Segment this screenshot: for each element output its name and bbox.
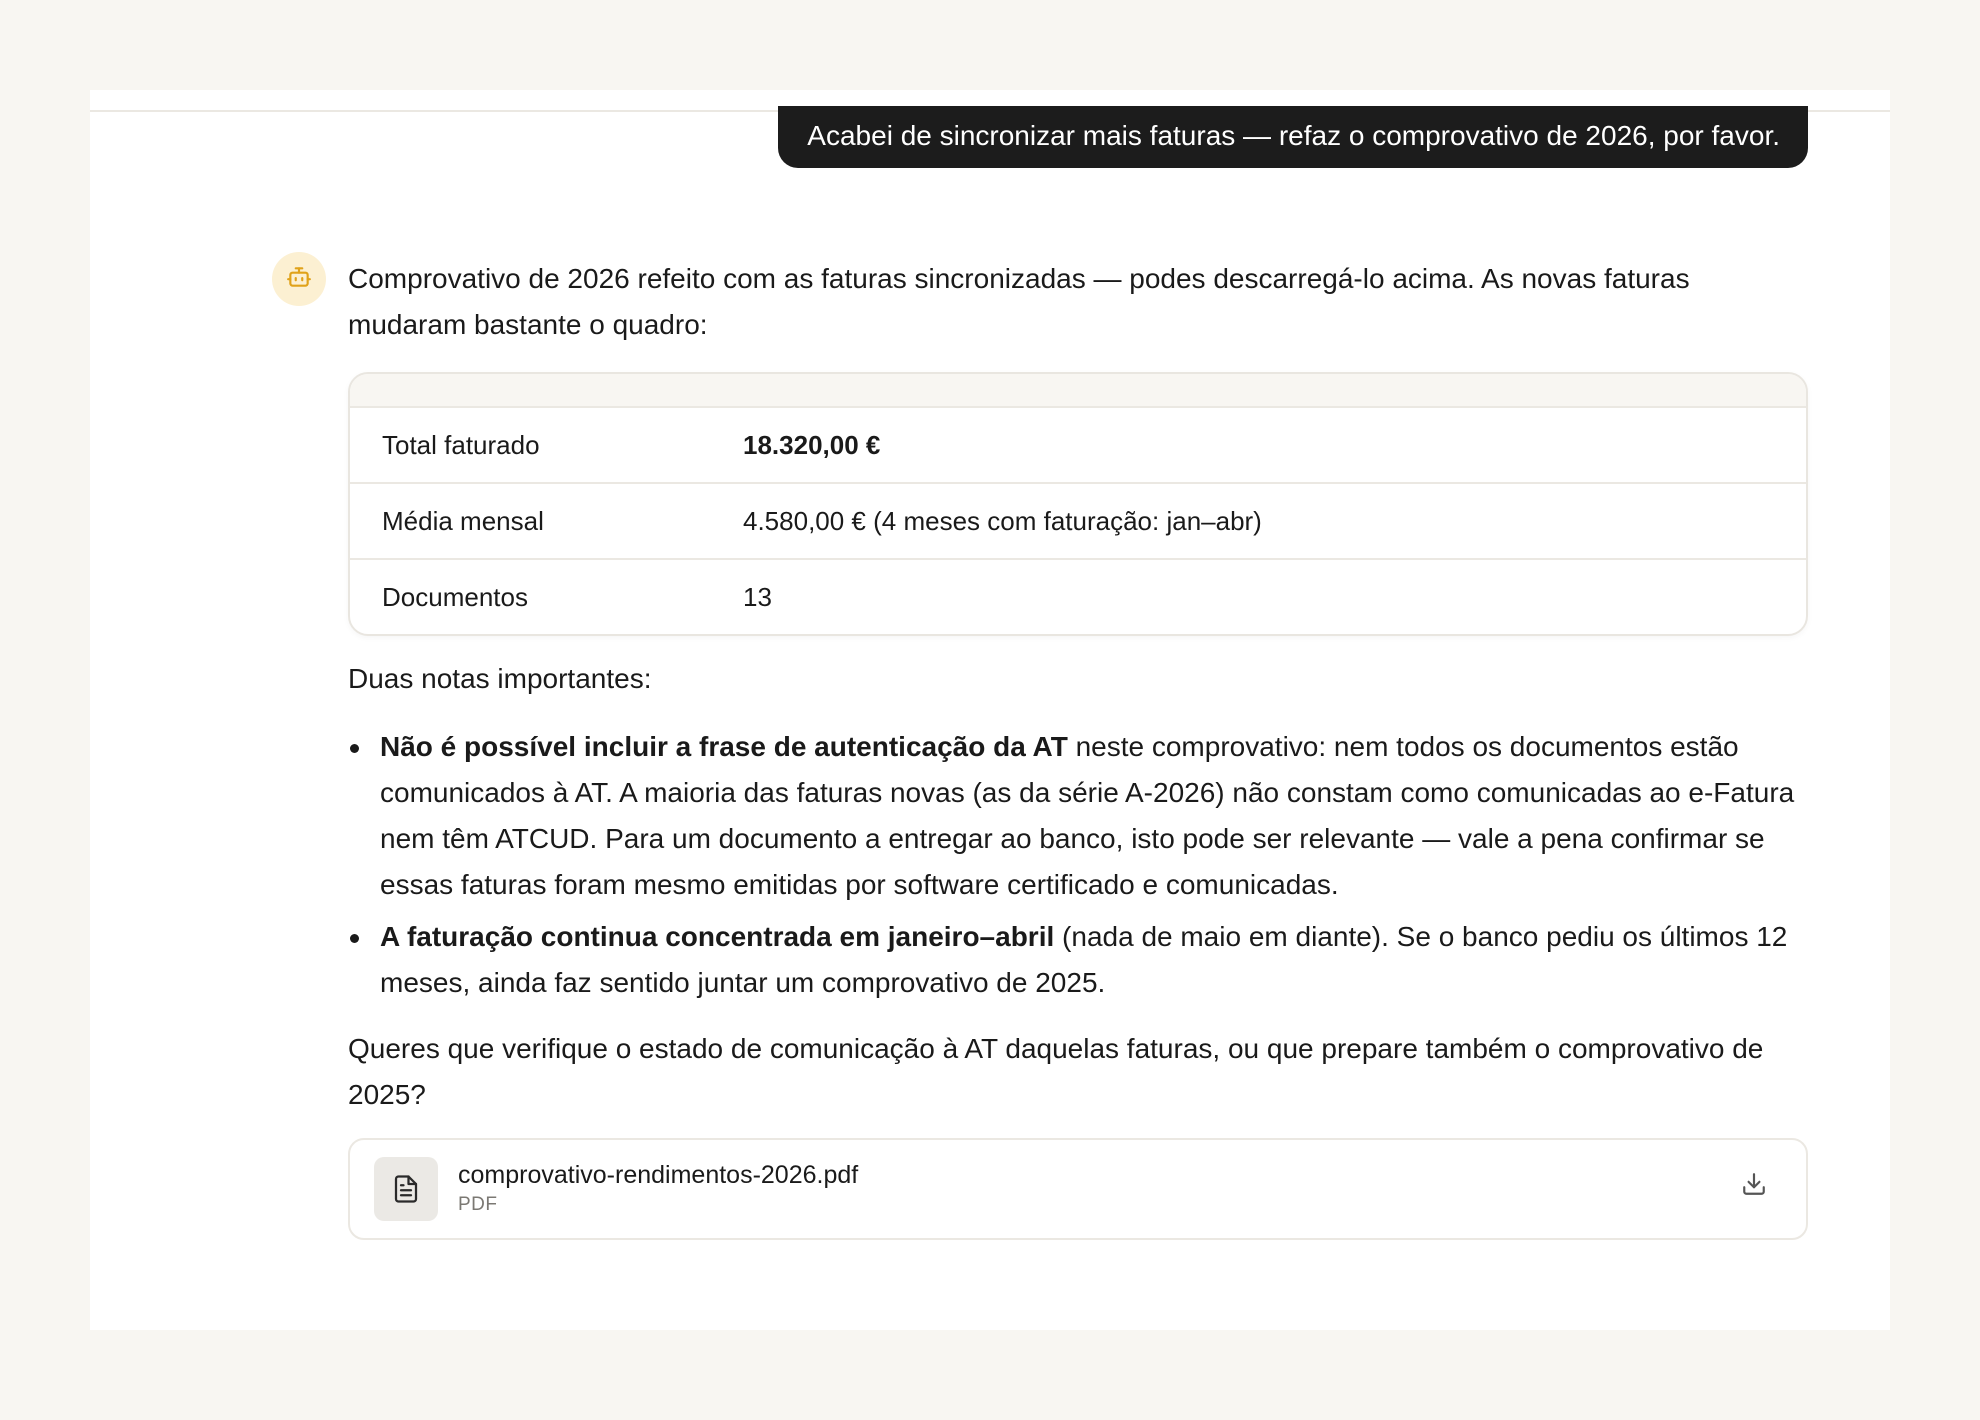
chat-panel (90, 90, 1890, 1330)
table-cell-label: Média mensal (382, 506, 544, 536)
assistant-message (348, 256, 1808, 1240)
list-item (380, 914, 1808, 1006)
file-type: PDF (458, 1194, 498, 1215)
follow-up-question: Queres que verifique o estado de comunicação à AT daquelas faturas, ou que prepare também o comprovativo de 2025? (348, 1033, 1764, 1110)
table-row (350, 484, 1806, 560)
file-meta (458, 1159, 858, 1219)
table-cell-label: Documentos (382, 582, 528, 612)
list-item (380, 724, 1808, 908)
robot-icon (286, 264, 312, 295)
notes-intro: Duas notas importantes: (348, 663, 652, 694)
summary-table (348, 372, 1808, 636)
note-bold-text: A faturação continua concentrada em janeiro–abril (380, 921, 1055, 952)
user-message-bubble: Acabei de sincronizar mais faturas — refaz o comprovativo de 2026, por favor. (778, 106, 1808, 168)
table-header (350, 374, 1806, 408)
document-icon (374, 1157, 438, 1221)
download-button[interactable] (1738, 1172, 1770, 1204)
table-cell-label: Total faturado (382, 430, 540, 460)
table-cell-value: 4.580,00 € (4 meses com faturação: jan–abr) (743, 506, 1262, 536)
notes-list (348, 724, 1808, 1006)
table-cell-value: 13 (743, 582, 772, 612)
table-row (350, 408, 1806, 484)
file-name[interactable]: comprovativo-rendimentos-2026.pdf (458, 1161, 859, 1189)
table-row (350, 560, 1806, 634)
download-icon (1741, 1165, 1767, 1211)
note-text: neste comprovativo: nem todos os documentos estão comunicados à AT. A maioria das faturas novas (as da série A-2026) não constam como comunicadas ao e-Fatura nem têm ATCUD. Para um documento a entregar ao banco, isto pode ser relevante — vale a pena confirmar se essas faturas foram mesmo emitidas por software certificado e comunicadas. (380, 731, 1795, 900)
assistant-avatar (272, 252, 326, 306)
note-bold-text: Não é possível incluir a frase de autenticação da AT (380, 731, 1068, 762)
assistant-intro: Comprovativo de 2026 refeito com as faturas sincronizadas — podes descarregá-lo acima. As novas faturas mudaram bastante o quadro: (348, 263, 1690, 340)
note-text: (nada de maio em diante). Se o banco pediu os últimos 12 meses, ainda faz sentido juntar um comprovativo de 2025. (380, 921, 1788, 998)
table-cell-value: 18.320,00 € (743, 430, 881, 460)
file-attachment-card[interactable] (348, 1138, 1808, 1240)
